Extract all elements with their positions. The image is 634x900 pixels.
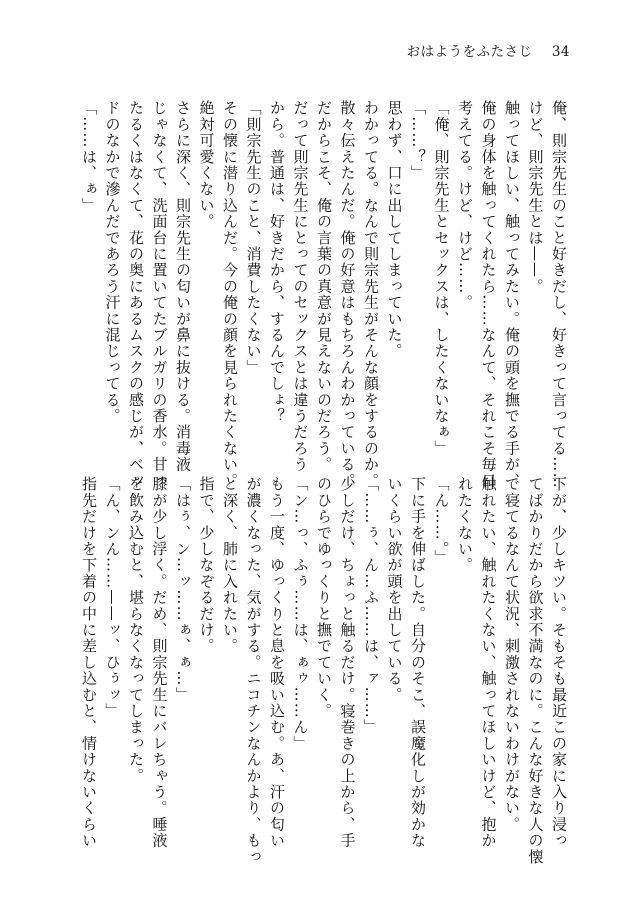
text-line: 「……？」 (409, 100, 427, 181)
text-line: 指で、少しなぞるだけ。 (197, 476, 216, 655)
text-block-upper (77, 100, 571, 489)
text-line: 思わず、口に出してしまっていた。 (385, 100, 404, 360)
text-line: たるくはなくて、花の奥にあるムスクの感じが、ベッ (127, 100, 145, 489)
text-line: 俺の身体を触ってくれたら……なんて、それこそ毎日 (479, 100, 498, 489)
text-line: 下に手を伸ばした。自分のそこ、誤魔化しが効かな (409, 476, 427, 849)
text-line: 「俺、則宗先生とセックスは、したくないなぁ」 (432, 100, 451, 457)
text-line: 考えてる。けど、けど……。 (456, 100, 474, 311)
text-line: だって則宗先生にとってのセックスとは違うだろう (291, 100, 310, 473)
text-line: 「……ぅ、ん…ふ……は、ァ……」 (362, 476, 380, 736)
text-line: 下が、少しキツい。そもそも最近この家に入り浸っ (550, 476, 568, 849)
text-line: 俺、則宗先生のこと好きだし、好きって言ってる…… (550, 100, 568, 489)
text-line: けど、則宗先生とは——。 (526, 100, 545, 295)
text-line: 触ってほしい、触ってみたい。俺の頭を撫でる手が、 (503, 100, 521, 489)
text-line: のひらでゆっくりと撫でていく。 (315, 476, 333, 719)
text-line: 「ん……。」 (432, 476, 451, 566)
text-line: で寝てるなんて状況、刺激されないわけがない。 (503, 476, 521, 833)
text-line: その懐に潜り込んだ。今の俺の顔を見られたくない。 (221, 100, 239, 489)
text-line: から。普通は、好きだから、するんでしょ？ (268, 100, 286, 424)
text-line: と深く、肺に入れたい。 (221, 476, 239, 655)
running-header (407, 40, 570, 60)
text-line: 散々伝えたんだ。俺の好意はもちろんわかっている。 (338, 100, 357, 489)
book-title: おはようをふたさじ (406, 44, 533, 60)
text-line: 「……は、ぁ」 (80, 100, 98, 214)
text-line: が濃くなった、気がする。ニコチンなんかより、もっ (244, 476, 263, 865)
text-line: わかってる。なんで則宗先生がそんな顔をするのか。 (362, 100, 380, 489)
text-line: を飲み込むと、堪らなくなってしまった。 (127, 476, 145, 784)
text-line: れたくない。 (456, 476, 474, 574)
text-line: 「ン…っ、ふぅ……は、ぁゥ……ん」 (291, 476, 310, 752)
text-line: ドのなかで滲んだであろう汗に混じってる。 (103, 100, 122, 424)
text-line: だからこそ、俺の言葉の真意が見えないのだろう。 (315, 100, 333, 473)
text-line: 「ん、ンん……——ッ、ひぅッ」 (103, 476, 122, 719)
text-line: 触れたい、触れたくない、触ってほしいけど、抱か (479, 476, 498, 849)
text-block-lower (77, 476, 571, 865)
text-line: 指先だけを下着の中に差し込むと、情けないくらい (80, 476, 98, 849)
text-line: 少しだけ、ちょっと触るだけ。寝巻きの上から、手 (338, 476, 357, 849)
text-line: もう一度、ゆっくりと息を吸い込む。あ、汗の匂い (268, 476, 286, 849)
text-line: さらに深く、則宗先生の匂いが鼻に抜ける。消毒液 (174, 100, 192, 473)
text-line: 絶対可愛くない。 (197, 100, 216, 230)
text-line: 「はぅ、ン…ッ……ぁ、ぁ…」 (174, 476, 192, 703)
text-line: 「則宗先生のこと、消費したくない」 (244, 100, 263, 376)
text-line: じゃなくて、洗面台に置いてたブルガリの香水。甘っ (150, 100, 169, 489)
text-line: てばかりだから欲求不満なのに。こんな好きな人の懐 (526, 476, 545, 865)
text-line: いくらい欲が頭を出している。 (385, 476, 404, 703)
text-line: 膝が少し浮く。だめ、則宗先生にバレちゃう。唾液 (150, 476, 169, 849)
page-number: 34 (551, 44, 570, 60)
